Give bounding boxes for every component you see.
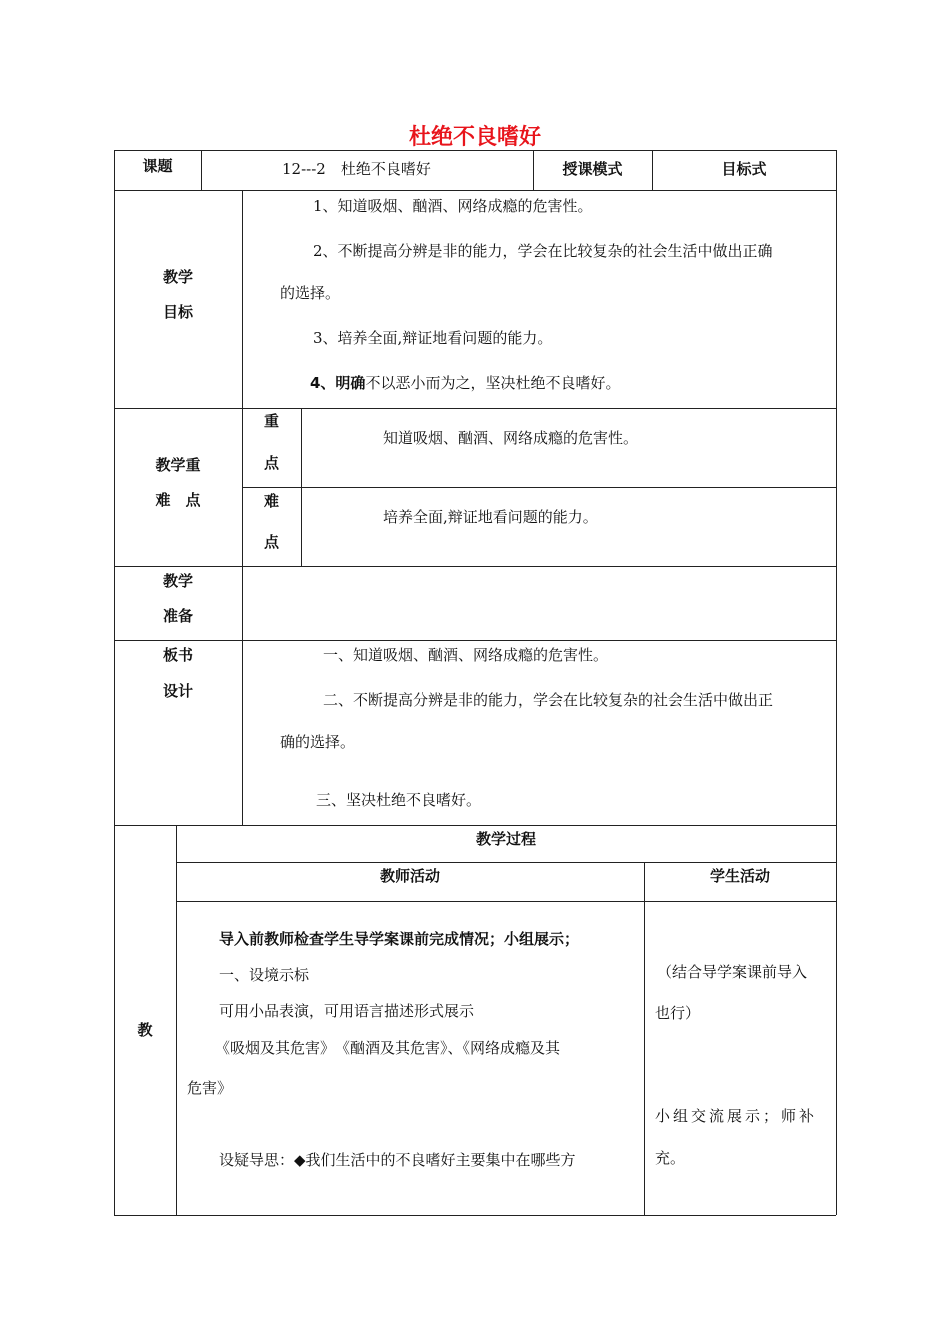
goal-item-1: 1、知道吸烟、酗酒、网络成瘾的危害性。 [313, 197, 593, 215]
topic-value: 12---2 杜绝不良嗜好 [282, 160, 431, 178]
prep-label-line1: 教学 [162, 572, 193, 590]
goal-item-3: 3、培养全面,辩证地看问题的能力。 [313, 329, 553, 347]
teacher-line-6: 设疑导思：◆我们生活中的不良嗜好主要集中在哪些方 [219, 1151, 576, 1169]
difficult-label-1: 难 [263, 492, 279, 510]
process-side-label: 教 [137, 1021, 153, 1039]
process-title: 教学过程 [475, 830, 536, 848]
difficult-point-text: 培养全面,辩证地看问题的能力。 [383, 508, 598, 526]
board-label-line1: 板书 [162, 646, 193, 664]
goals-label-line1: 教学 [162, 268, 193, 286]
board-label-line2: 设计 [162, 682, 193, 700]
student-line-2: 也行） [655, 1004, 701, 1022]
difficult-label-2: 点 [263, 533, 279, 551]
key-label-2: 点 [263, 454, 279, 472]
goal-item-4-prefix: 4、明确 [310, 374, 366, 392]
prep-label-line2: 准备 [162, 607, 193, 625]
teacher-line-4: 《吸烟及其危害》 《酗酒及其危害》、《网络成瘾及其 [215, 1039, 561, 1057]
student-activity-header: 学生活动 [709, 867, 770, 885]
teacher-activity-header: 教师活动 [379, 867, 440, 885]
student-line-1: （结合导学案课前导入 [657, 963, 808, 981]
keypoints-label-line2: 难 点 [155, 491, 201, 509]
key-point-text: 知道吸烟、酗酒、网络成瘾的危害性。 [383, 429, 639, 447]
teacher-line-3: 可用小品表演，可用语言描述形式展示 [219, 1002, 475, 1020]
goal-item-2-line1: 2、不断提高分辨是非的能力，学会在比较复杂的社会生活中做出正确 [313, 242, 773, 260]
page-title: 杜绝不良嗜好 [408, 125, 541, 150]
board-item-1: 一、知道吸烟、酗酒、网络成瘾的危害性。 [323, 646, 609, 664]
goal-item-2-line2: 的选择。 [280, 284, 341, 302]
topic-label: 课题 [142, 157, 173, 175]
goals-label-line2: 目标 [162, 303, 193, 321]
board-item-3: 三、坚决杜绝不良嗜好。 [316, 791, 482, 809]
key-label-1: 重 [263, 412, 279, 430]
teacher-line-1: 导入前教师检查学生导学案课前完成情况；小组展示； [219, 930, 580, 948]
board-item-2-line2: 确的选择。 [280, 733, 356, 751]
goal-item-4-rest: 不以恶小而为之，坚决杜绝不良嗜好。 [365, 374, 621, 392]
teacher-line-2: 一、设境示标 [219, 966, 310, 984]
student-line-4: 充。 [655, 1149, 686, 1167]
mode-label: 授课模式 [562, 160, 623, 178]
mode-value: 目标式 [721, 160, 767, 178]
goal-item-4 [310, 373, 620, 393]
keypoints-label-line1: 教学重 [155, 456, 201, 474]
board-item-2-line1: 二、不断提高分辨是非的能力，学会在比较复杂的社会生活中做出正 [323, 691, 774, 709]
student-line-3: 小组交流展示；师补 [655, 1107, 818, 1125]
teacher-line-5: 危害》 [187, 1079, 233, 1097]
